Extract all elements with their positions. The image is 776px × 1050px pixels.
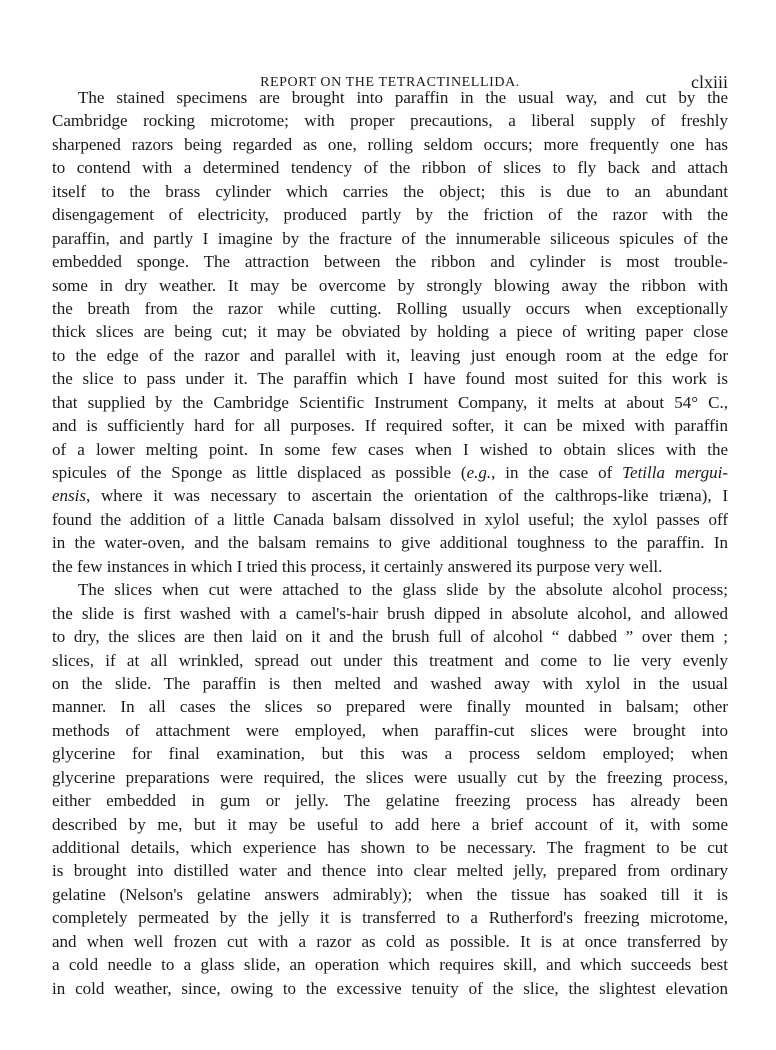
- text-segment: to dry, the slices are then laid on it and the brush full of alcohol “ dabbed ” over them ;: [52, 627, 728, 647]
- text-line: [52, 742, 728, 765]
- text-segment: is brought into distilled water and thence into clear melted jelly, prepared from ordinary: [52, 861, 728, 881]
- text-line: [52, 133, 728, 156]
- text-line: [52, 695, 728, 718]
- text-segment: glycerine preparations were required, the slices were usually cut by the freezing process,: [52, 767, 728, 787]
- paragraph: [52, 578, 728, 1000]
- text-line: [52, 227, 728, 250]
- text-line: [52, 438, 728, 461]
- text-segment: methods of attachment were employed, when paraffin-cut slices were brought into: [52, 720, 728, 740]
- text-segment: itself to the brass cylinder which carries the object; this is due to an abundant: [52, 181, 728, 201]
- text-segment: manner. In all cases the slices so prepared were finally mounted in balsam; other: [52, 697, 728, 717]
- text-segment: Cambridge rocking microtome; with proper precautions, a liberal supply of freshly: [52, 111, 728, 131]
- text-line: [52, 531, 728, 554]
- text-line: [52, 461, 728, 484]
- paragraph: [52, 86, 728, 578]
- text-line: [52, 977, 728, 1000]
- text-line: [52, 953, 728, 976]
- italic-text: Tetilla mergui-: [622, 463, 728, 482]
- text-line: [52, 109, 728, 132]
- text-segment: on the slide. The paraffin is then melted and washed away with xylol in the usual: [52, 673, 728, 693]
- text-line: [52, 719, 728, 742]
- text-segment: additional details, which experience has shown to be necessary. The fragment to be cut: [52, 838, 728, 857]
- text-line: [52, 344, 728, 367]
- text-line: [52, 156, 728, 179]
- text-line: [52, 906, 728, 929]
- text-line: [52, 367, 728, 390]
- text-segment: The slices when cut were attached to the glass slide by the absolute alcohol process;: [78, 580, 728, 600]
- text-segment: and is sufficiently hard for all purposes. If required softer, it can be mixed with paraffin: [52, 416, 728, 436]
- text-line: [52, 813, 728, 836]
- text-segment: embedded sponge. The attraction between the ribbon and cylinder is most trouble-: [52, 252, 728, 272]
- text-segment: spicules of the Sponge as little displaced as possible (: [52, 463, 467, 482]
- text-line: [52, 484, 728, 507]
- text-segment: the slice to pass under it. The paraffin which I have found most suited for this work is: [52, 369, 728, 389]
- italic-text: ensis: [52, 486, 86, 506]
- text-line: [52, 180, 728, 203]
- text-segment: in the water-oven, and the balsam remains to give additional toughness to the paraffin. In: [52, 533, 728, 553]
- text-segment: of a lower melting point. In some few cases when I wished to obtain slices with the: [52, 439, 728, 459]
- text-line: [52, 320, 728, 343]
- text-segment: glycerine for final examination, but this was a process seldom employed; when: [52, 744, 728, 764]
- text-line: [52, 766, 728, 789]
- text-line: [52, 836, 728, 859]
- text-line: [52, 789, 728, 812]
- text-line: [52, 250, 728, 273]
- text-line: [52, 578, 728, 601]
- text-segment: , where it was necessary to ascertain the orientation of the calthrops-like triæna), I: [86, 486, 728, 506]
- text-segment: The stained specimens are brought into paraffin in the usual way, and cut by the: [78, 88, 728, 107]
- page-body: [52, 86, 728, 1000]
- text-line: [52, 649, 728, 672]
- text-segment: completely permeated by the jelly it is transferred to a Rutherford's freezing microtome,: [52, 908, 728, 928]
- text-line: [52, 672, 728, 695]
- text-line: [52, 274, 728, 297]
- text-segment: the breath from the razor while cutting. Rolling usually occurs when exceptionally: [52, 298, 728, 318]
- text-segment: the few instances in which I tried this process, it certainly answered its purpose very well.: [52, 556, 663, 576]
- page-number: clxiii: [691, 72, 728, 92]
- text-segment: some in dry weather. It may be overcome by strongly blowing away the ribbon with: [52, 275, 728, 295]
- text-line: [52, 602, 728, 625]
- text-line: [52, 203, 728, 226]
- text-segment: disengagement of electricity, produced partly by the friction of the razor with the: [52, 205, 728, 225]
- text-segment: in cold weather, since, owing to the excessive tenuity of the slice, the slightest elevation: [52, 978, 728, 998]
- text-line: [52, 297, 728, 320]
- text-line: [52, 555, 728, 578]
- running-title: REPORT ON THE TETRACTINELLIDA.: [260, 75, 520, 90]
- text-segment: thick slices are being cut; it may be obviated by holding a piece of writing paper close: [52, 322, 728, 342]
- italic-text: e.g.: [466, 463, 492, 482]
- text-segment: a cold needle to a glass slide, an operation which requires skill, and which succeeds best: [52, 955, 728, 975]
- text-segment: that supplied by the Cambridge Scientific Instrument Company, it melts at about 54° C.,: [52, 392, 728, 412]
- text-line: [52, 625, 728, 648]
- text-segment: to contend with a determined tendency of the ribbon of slices to fly back and attach: [52, 158, 728, 178]
- text-line: [52, 883, 728, 906]
- text-segment: the slide is first washed with a camel's-hair brush dipped in absolute alcohol, and allowed: [52, 603, 728, 623]
- text-segment: found the addition of a little Canada balsam dissolved in xylol useful; the xylol passes off: [52, 509, 728, 529]
- text-segment: and when well frozen cut with a razor as cold as possible. It is at once transferred by: [52, 931, 728, 951]
- text-line: [52, 508, 728, 531]
- text-segment: paraffin, and partly I imagine by the fracture of the innumerable siliceous spicules of the: [52, 228, 728, 248]
- text-segment: gelatine (Nelson's gelatine answers admirably); when the tissue has soaked till it is: [52, 884, 728, 904]
- text-line: [52, 86, 728, 109]
- text-line: [52, 930, 728, 953]
- text-segment: , in the case of: [491, 463, 623, 482]
- text-line: [52, 414, 728, 437]
- text-line: [52, 391, 728, 414]
- text-segment: sharpened razors being regarded as one, rolling seldom occurs; more frequently one has: [52, 134, 728, 154]
- text-line: [52, 859, 728, 882]
- text-segment: slices, if at all wrinkled, spread out under this treatment and come to lie very evenly: [52, 650, 728, 670]
- text-segment: described by me, but it may be useful to add here a brief account of it, with some: [52, 814, 728, 834]
- text-segment: to the edge of the razor and parallel with it, leaving just enough room at the edge for: [52, 345, 728, 365]
- text-segment: either embedded in gum or jelly. The gelatine freezing process has already been: [52, 791, 728, 811]
